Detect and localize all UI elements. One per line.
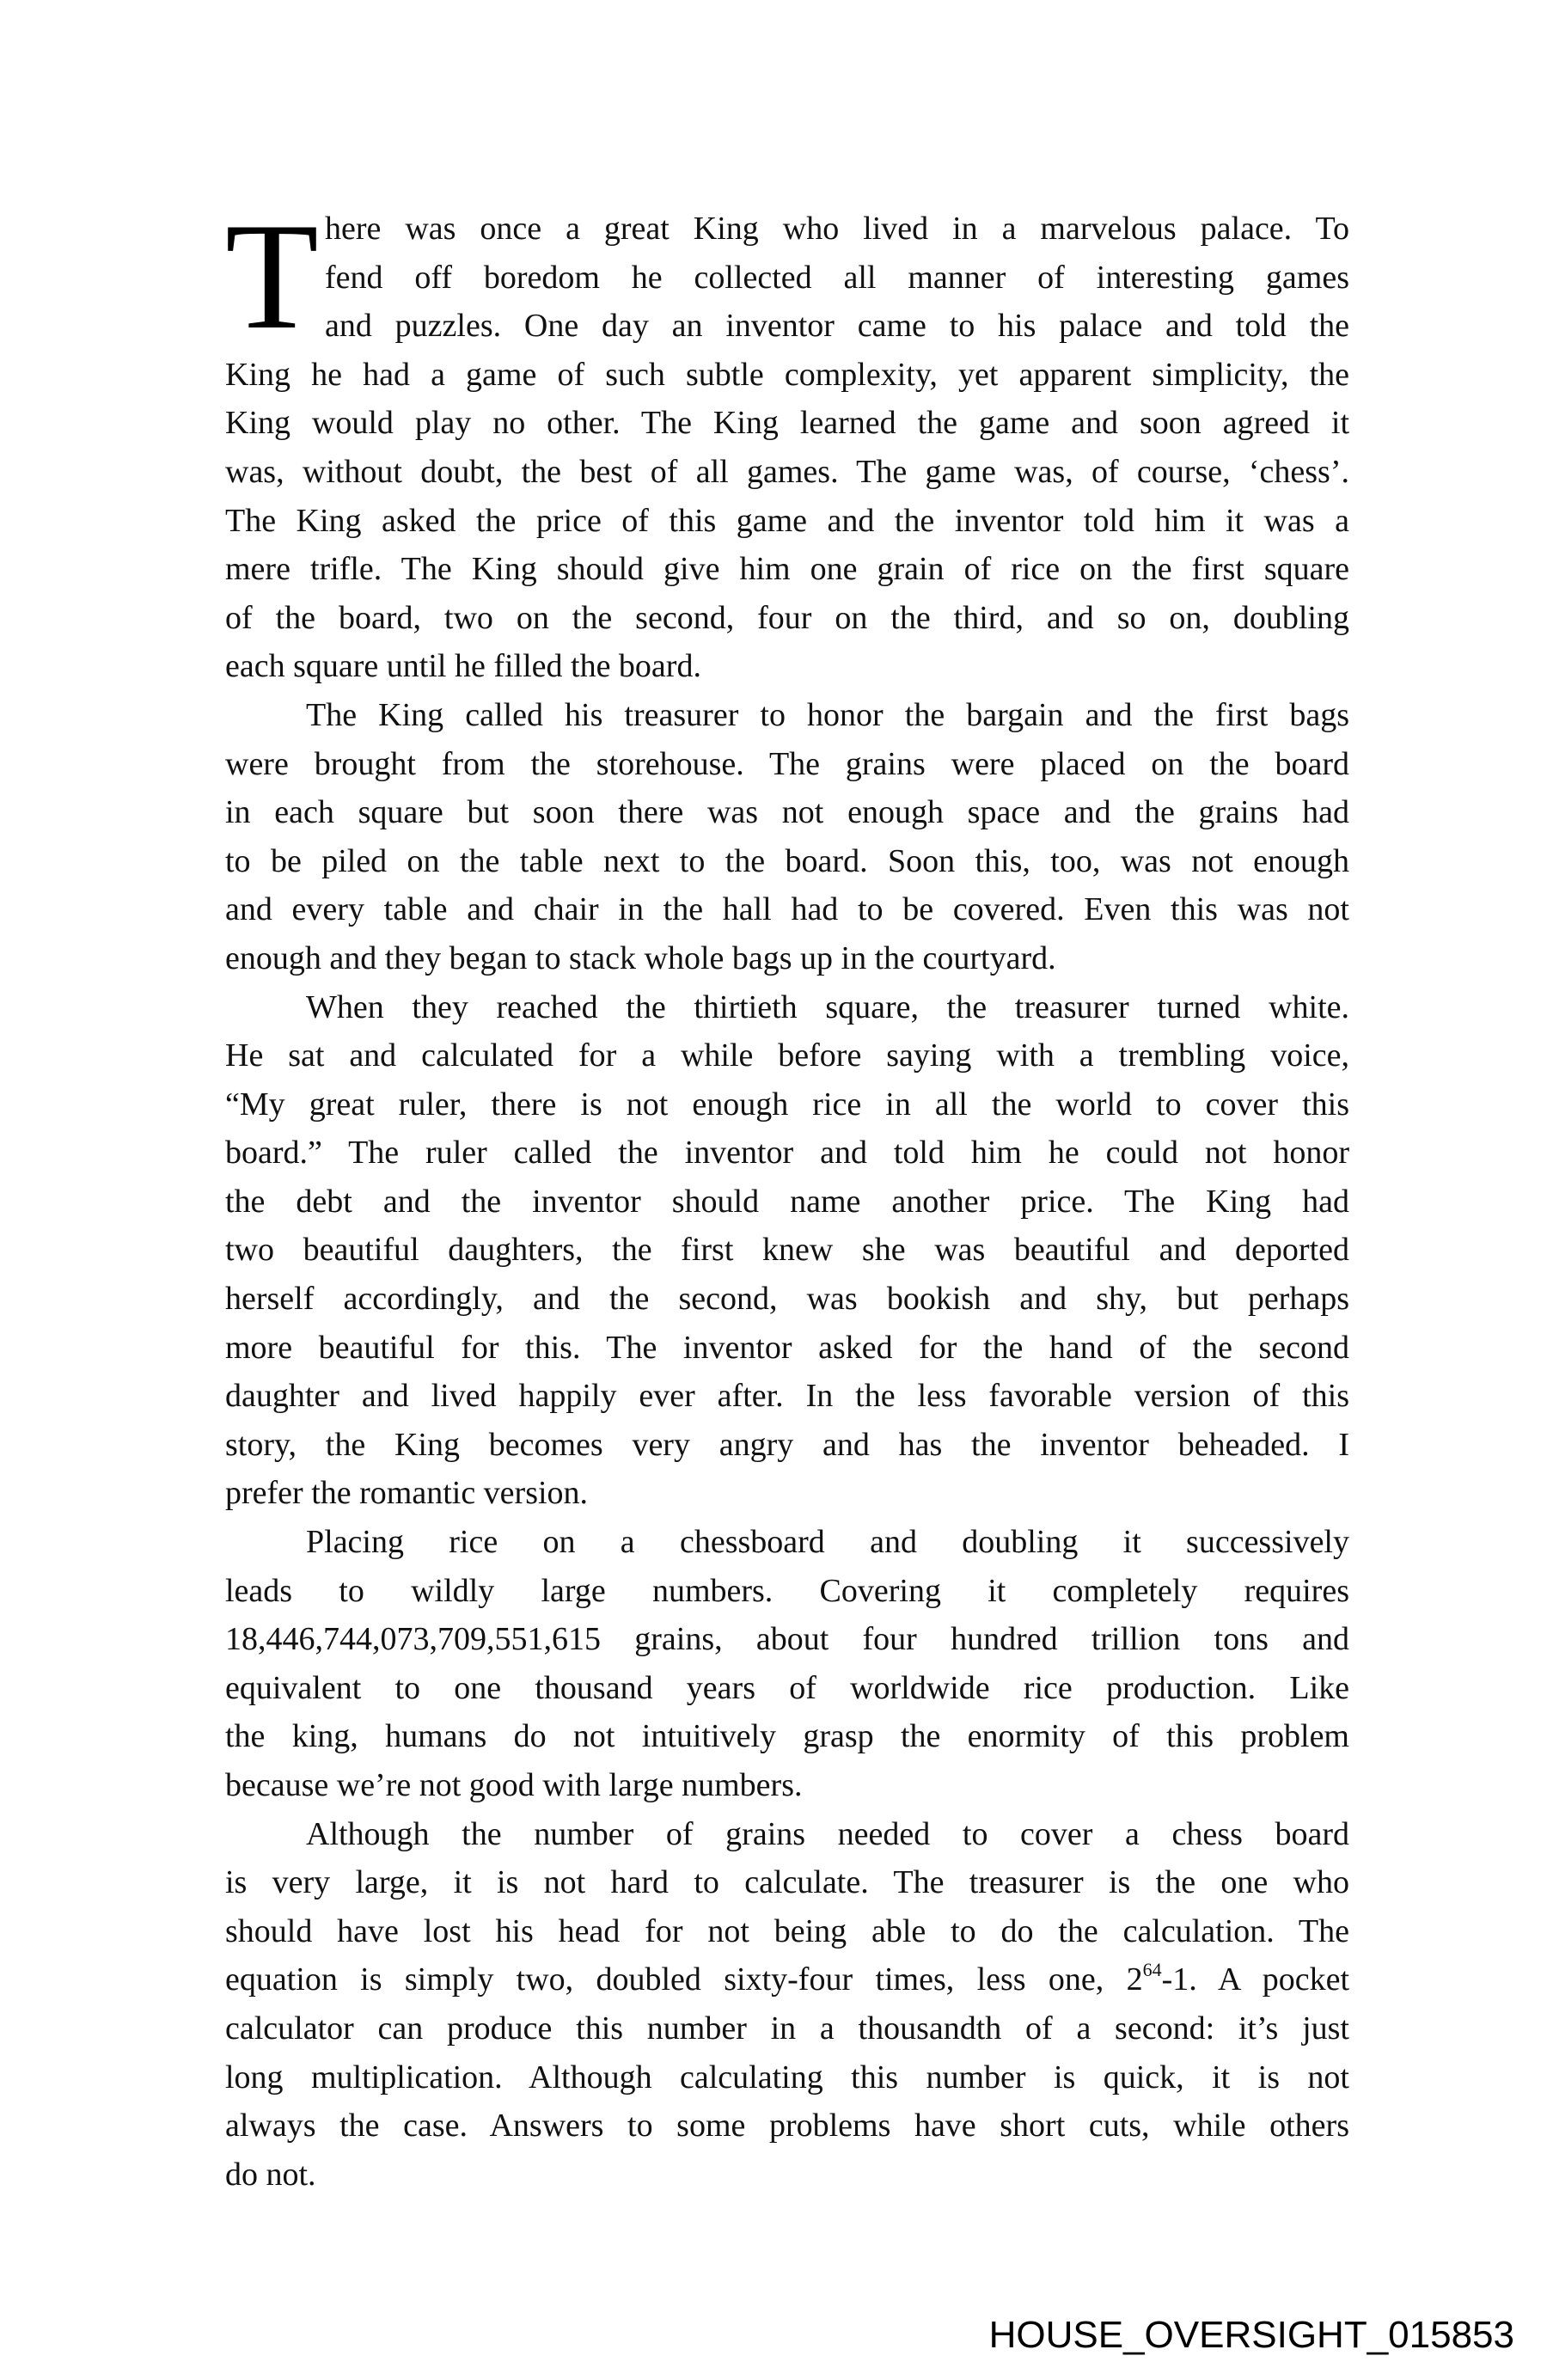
text-line: The King called his treasurer to honor the bargain and the first bags	[306, 696, 1349, 733]
text-line: the king, humans do not intuitively grasp the enormity of this problem	[225, 1718, 1349, 1755]
equation-line	[225, 1955, 1349, 2004]
body-text	[225, 191, 1349, 2199]
text-line: calculator can produce this number in a thousandth of a second: it’s just	[225, 2010, 1349, 2047]
text-line: always the case. Answers to some problems have short cuts, while others	[225, 2108, 1349, 2144]
text-line: was, without doubt, the best of all games. The game was, of course, ‘chess’.	[225, 453, 1349, 490]
text-line: enough and they began to stack whole bags up in the courtyard.	[225, 939, 1056, 976]
paragraph-2	[225, 691, 1349, 983]
text-line: each square until he filled the board.	[225, 648, 701, 685]
text-line: Placing rice on a chessboard and doubling it successively	[306, 1524, 1349, 1561]
text-line: “My great ruler, there is not enough rice in all the world to cover this	[225, 1086, 1349, 1123]
text-line: board.” The ruler called the inventor and told him he could not honor	[225, 1135, 1349, 1172]
paragraph-3	[225, 983, 1349, 1519]
text-line: fend off boredom he collected all manner of interesting games	[325, 259, 1349, 296]
text-line: and every table and chair in the hall had to be covered. Even this was not	[225, 891, 1349, 928]
text-line: to be piled on the table next to the board. Soon this, too, was not enough	[225, 842, 1349, 879]
text-line: is very large, it is not hard to calculate. The treasurer is the one who	[225, 1864, 1349, 1901]
text-line: Although the number of grains needed to cover a chess board	[306, 1815, 1349, 1852]
text-line: more beautiful for this. The inventor asked for the hand of the second	[225, 1329, 1349, 1366]
text-line: He sat and calculated for a while before saying with a trembling voice,	[225, 1037, 1349, 1074]
text-line: should have lost his head for not being able to do the calculation. The	[225, 1912, 1349, 1949]
paragraph-4	[225, 1518, 1349, 1810]
text-line: leads to wildly large numbers. Covering it completely requires	[225, 1572, 1349, 1609]
text-line: and puzzles. One day an inventor came to his palace and told the	[325, 308, 1349, 345]
text-line: The King asked the price of this game and the inventor told him it was a	[225, 502, 1349, 539]
text-line: When they reached the thirtieth square, the treasurer turned white.	[306, 988, 1349, 1025]
text-line: long multiplication. Although calculating this number is quick, it is not	[225, 2059, 1349, 2096]
drop-cap: T	[225, 191, 319, 361]
text-line: of the board, two on the second, four on the third, and so on, doubling	[225, 599, 1349, 636]
text-line: because we’re not good with large numbers.	[225, 1767, 803, 1803]
equation-exponent: 64	[1142, 1959, 1162, 1981]
text-line: mere trifle. The King should give him one grain of rice on the first square	[225, 551, 1349, 588]
text-line: do not.	[225, 2156, 316, 2193]
equation-suffix-text: -1. A pocket	[1161, 1961, 1349, 1998]
text-line: here was once a great King who lived in a marvelous palace. To	[325, 211, 1349, 247]
text-line: story, the King becomes very angry and has the inventor beheaded. I	[225, 1426, 1349, 1463]
text-line: herself accordingly, and the second, was bookish and shy, but perhaps	[225, 1281, 1349, 1318]
paragraph-1	[225, 191, 1349, 691]
text-line: were brought from the storehouse. The grains were placed on the board	[225, 745, 1349, 782]
text-line: two beautiful daughters, the first knew she was beautiful and deported	[225, 1232, 1349, 1269]
text-line: daughter and lived happily ever after. In the less favorable version of this	[225, 1378, 1349, 1415]
paragraph-5	[225, 1810, 1349, 2200]
text-line: in each square but soon there was not enough space and the grains had	[225, 794, 1349, 831]
text-line: prefer the romantic version.	[225, 1475, 589, 1512]
text-line: King would play no other. The King learned the game and soon agreed it	[225, 405, 1349, 442]
text-line: the debt and the inventor should name another price. The King had	[225, 1183, 1349, 1220]
equation-lead-text: equation is simply two, doubled sixty-four times, less one, 2	[225, 1961, 1143, 1998]
text-line: equivalent to one thousand years of worldwide rice production. Like	[225, 1669, 1349, 1706]
bates-stamp: HOUSE_OVERSIGHT_015853	[988, 2314, 1514, 2356]
text-line: 18,446,744,073,709,551,615 grains, about four hundred trillion tons and	[225, 1621, 1349, 1658]
text-line: King he had a game of such subtle complexity, yet apparent simplicity, the	[225, 356, 1349, 393]
